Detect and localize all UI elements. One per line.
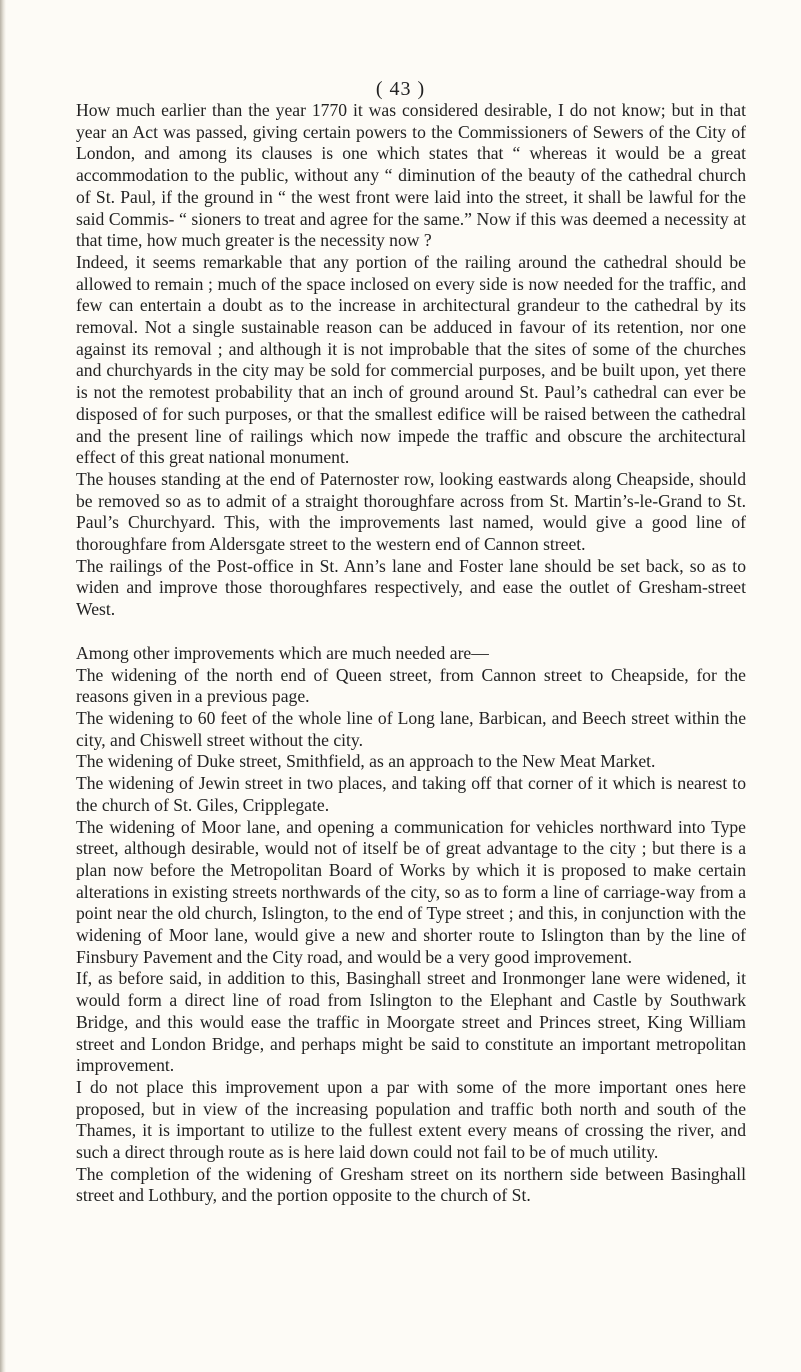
paragraph: The widening of Duke street, Smithfield, as an approach to the New Meat Market. [76,751,656,772]
paragraph: I do not place this improvement upon a par with some of the more important ones here proposed, but in view of the increasing population and traffic both north and south of the Thames, it is important to utilize to the fullest extent every means of crossing the river, and such a direct through route as is here laid down could not fail to be of much utility. [76,1076,746,1163]
paragraph: The widening of the north end of Queen street, from Cannon street to Cheapside, for the reasons given in a previous page. [76,664,746,707]
paragraph: The completion of the widening of Gresham street on its northern side between Basinghall street and Lothbury, and the portion opposite to the church of St. [76,1163,746,1206]
paragraph: The widening of Jewin street in two places, and taking off that corner of it which is nearest to the church of St. Giles, Cripplegate. [76,773,746,815]
paragraph: If, as before said, in addition to this, Basinghall street and Ironmonger lane were widened, it would form a direct line of road from Islington to the Elephant and Castle by Southwark Bridge, and this would ease the traffic in Moorgate street and Princes street, King William street and London Bridge, and perhaps might be said to constitute an important metropolitan improvement. [76,968,746,1076]
paragraph: The widening of Moor lane, and opening a communication for vehicles northward into Type street, although desirable, would not of itself be of great advantage to the city ; but there is a plan now before the Metropolitan Board of Works by which it is proposed to make certain alterations in existing streets northwards of the city, so as to form a line of carriage-way from a point near the old church, Islington, to the end of Type street ; and this, in conjunction with the widening of Moor lane, would give a new and shorter route to Islington than by the line of Finsbury Pavement and the City road, and would be a very good improvement. [76,816,746,967]
page-edge [0,0,6,1372]
paragraph: Among other improvements which are much needed are— [76,642,489,663]
page-number: ( 43 ) [375,78,426,100]
page-body [76,100,746,1207]
paragraph: The houses standing at the end of Paternoster row, looking eastwards along Cheapside, should be removed so as to admit of a straight thoroughfare across from St. Martin’s-le-Grand to St. Paul’s Churchyard. This, with the improvements last named, would give a good line of thoroughfare from Aldersgate street to the western end of Cannon street. [76,468,746,555]
paragraph: How much earlier than the year 1770 it was considered desirable, I do not know; but in that year an Act was passed, giving certain powers to the Commissioners of Sewers of the City of London, and among its clauses is one which states that “ whereas it would be a great accommodation to the public, without any “ diminution of the beauty of the cathedral church of St. Paul, if the ground in “ the west front were laid into the street, it shall be lawful for the said Commis- “ sioners to treat and agree for the same.” Now if this was deemed a necessity at that time, how much greater is the necessity now ? [76,100,746,251]
paragraph: The railings of the Post-office in St. Ann’s lane and Foster lane should be set back, so as to widen and improve those thoroughfares respectively, and ease the outlet of Gresham-street West. [76,555,746,620]
paragraph: The widening to 60 feet of the whole line of Long lane, Barbican, and Beech street within the city, and Chiswell street without the city. [76,707,746,750]
section-gap [76,621,746,643]
paragraph: Indeed, it seems remarkable that any portion of the railing around the cathedral should be allowed to remain ; much of the space inclosed on every side is now needed for the traffic, and few can entertain a doubt as to the increase in architectural grandeur to the cathedral by its removal. Not a single sustainable reason can be adduced in favour of its retention, nor one against its removal ; and although it is not improbable that the sites of some of the churches and churchyards in the city may be sold for commercial purposes, and be built upon, yet there is not the remotest probability that an inch of ground around St. Paul’s cathedral can ever be disposed of for such purposes, or that the smallest edifice will be raised between the cathedral and the present line of railings which now impede the traffic and obscure the architectural effect of this great national monument. [76,251,746,468]
